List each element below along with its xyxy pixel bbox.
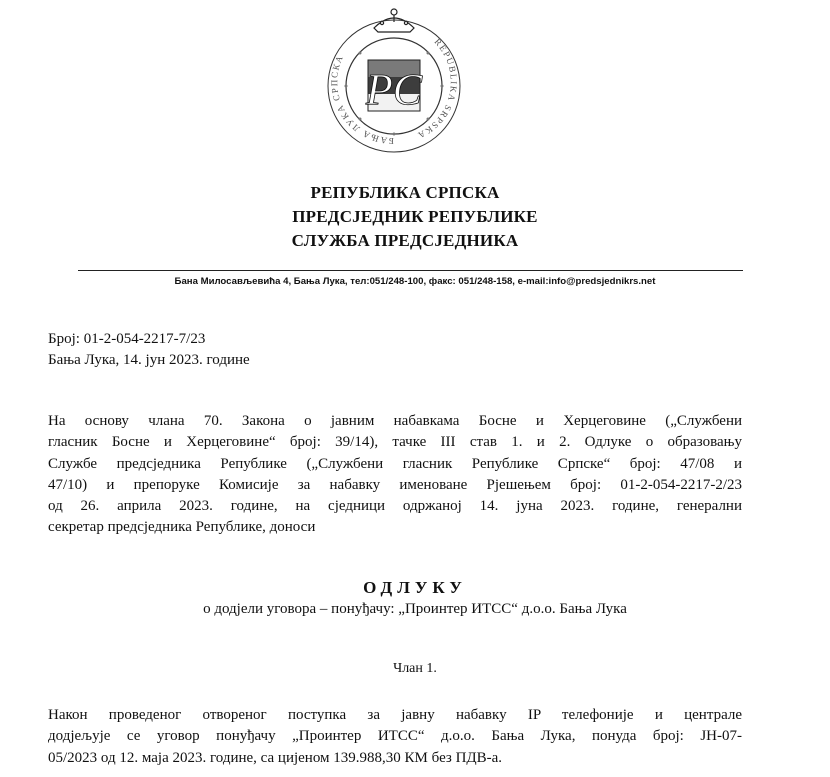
preamble-line: гласник Босне и Херцеговине“ број: 39/14), тачке III став 1. и 2. Одлуке о образовању bbox=[48, 434, 742, 451]
preamble-line: секретар предсједника Републике, доноси bbox=[48, 519, 316, 536]
place-and-date: Бања Лука, 14. јун 2023. године bbox=[48, 352, 250, 368]
article-1-paragraph bbox=[48, 705, 742, 769]
decision-title: ОДЛУКУ bbox=[363, 578, 467, 597]
document-number: Број: 01-2-054-2217-7/23 bbox=[48, 331, 206, 347]
header-service: СЛУЖБА ПРЕДСЈЕДНИКА bbox=[291, 231, 519, 250]
preamble-line: од 26. априла 2023. године, на сједници одржаној 14. јуна 2023. године, генерални bbox=[48, 498, 742, 515]
svg-text:РС: РС bbox=[365, 65, 423, 114]
article-heading: Члан 1. bbox=[393, 661, 437, 676]
preamble-line: 47/10) и препоруке Комисије за набавку именоване Рјешењем број: 01-2-054-2217-2/23 bbox=[48, 476, 742, 493]
svg-text:БАЊА ЛУКА СРПСКА: БАЊА ЛУКА СРПСКА bbox=[329, 52, 395, 147]
preamble-paragraph bbox=[48, 411, 742, 539]
contact-line: Бана Милосављевића 4, Бања Лука, тел:051/248-100, факс: 051/248-158, e-mail:info@predsjednikrs.net bbox=[174, 276, 656, 287]
header-president: ПРЕДСЈЕДНИК РЕПУБЛИКЕ bbox=[292, 207, 538, 226]
republic-seal-logo bbox=[318, 6, 470, 158]
preamble-line: На основу члана 70. Закона о јавним набавкама Босне и Херцеговине („Службени bbox=[48, 413, 742, 429]
svg-text:REPUBLIKA SRPSKA: REPUBLIKA SRPSKA bbox=[415, 36, 459, 142]
article-line: додјељује се уговор понуђачу „Проинтер ИТСС“ д.о.о. Бања Лука, понуда број: ЈН-07- bbox=[48, 728, 742, 745]
decision-subtitle: о додјели уговора – понуђачу: „Проинтер ИТСС“ д.о.о. Бања Лука bbox=[203, 601, 627, 617]
header-divider bbox=[78, 270, 743, 271]
preamble-line: Службе предсједника Републике („Службени гласник Републике Српске“ број: 47/08 и bbox=[48, 455, 742, 472]
article-line: Након проведеног отвореног поступка за јавну набавку IP телефоније и централе bbox=[48, 707, 742, 723]
article-line: 05/2023 од 12. маја 2023. године, са цијеном 139.988,30 КМ без ПДВ-а. bbox=[48, 749, 503, 766]
header-state-name: РЕПУБЛИКА СРПСКА bbox=[310, 183, 500, 202]
